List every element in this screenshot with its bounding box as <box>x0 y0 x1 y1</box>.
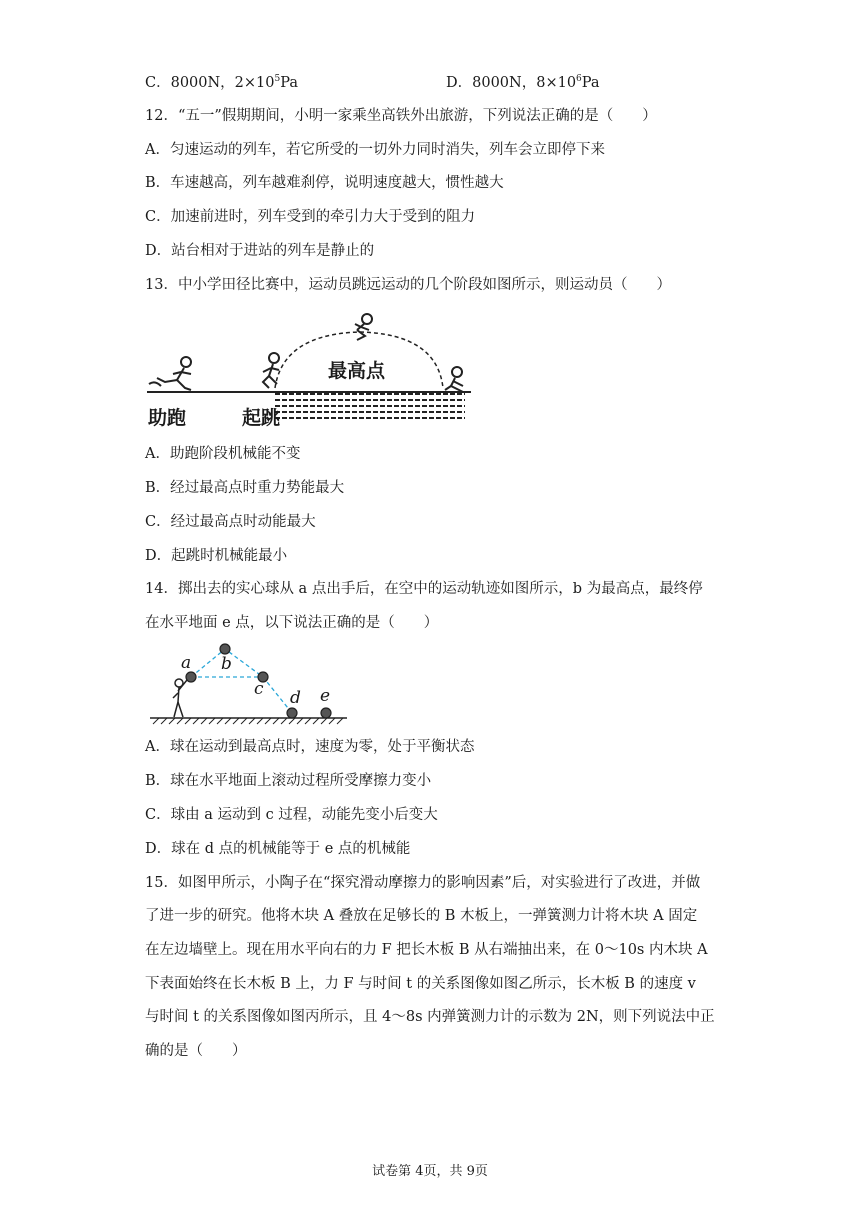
q12-option-d: D．站台相对于进站的列车是静止的 <box>145 243 375 259</box>
long-jump-figure <box>145 308 475 430</box>
point-label-e: e <box>320 686 331 706</box>
q11-option-c-text: C．8000N，2×10 <box>145 75 275 91</box>
q15-line3: 在左边墙壁上。现在用水平向右的力 F 把长木板 B 从右端抽出来，在 0～10s 内木块 A <box>145 942 708 958</box>
q12-option-b: B．车速越高，列车越难刹停，说明速度越大，惯性越大 <box>145 175 504 191</box>
q15-line2: 了进一步的研究。他将木块 A 叠放在足够长的 B 木板上，一弹簧测力计将木块 A 固定 <box>145 908 698 924</box>
q13-option-d: D．起跳时机械能最小 <box>145 548 288 564</box>
q15-line6: 确的是（ ） <box>145 1043 247 1059</box>
q11-option-d-text: D．8000N，8×10 <box>446 75 577 91</box>
q13-option-a: A．助跑阶段机械能不变 <box>145 446 301 462</box>
point-label-a: a <box>181 653 192 673</box>
q13-option-b: B．经过最高点时重力势能最大 <box>145 480 345 496</box>
q11-option-d-unit: Pa <box>581 75 600 91</box>
q14-option-c: C．球由 a 运动到 c 过程，动能先变小后变大 <box>145 807 438 823</box>
label-jump: 起跳 <box>242 407 281 429</box>
ball-trajectory-diagram <box>145 640 355 730</box>
landing-figure <box>445 367 463 392</box>
q14-stem-line1: 14．掷出去的实心球从 a 点出手后，在空中的运动轨迹如图所示，b 为最高点，最终停 <box>145 581 703 597</box>
q14-option-a: A．球在运动到最高点时，速度为零，处于平衡状态 <box>145 739 475 755</box>
q11-option-d <box>446 73 600 93</box>
q14-option-d: D．球在 d 点的机械能等于 e 点的机械能 <box>145 841 411 857</box>
peak-figure <box>355 314 372 340</box>
thrower-figure <box>173 679 187 717</box>
q14-stem-line2: 在水平地面 e 点，以下说法正确的是（ ） <box>145 615 439 631</box>
long-jump-diagram <box>145 308 475 430</box>
q11-option-d-exponent: 6 <box>576 74 582 84</box>
q15-line5: 与时间 t 的关系图像如图丙所示，且 4～8s 内弹簧测力计的示数为 2N，则下列说法中正 <box>145 1009 715 1025</box>
q13-option-c: C．经过最高点时动能最大 <box>145 514 316 530</box>
point-label-d: d <box>290 688 301 708</box>
q11-option-c-unit: Pa <box>280 75 298 91</box>
runner-figure <box>149 357 191 390</box>
page-footer: 试卷第 4页，共 9页 <box>372 1164 488 1179</box>
q11-option-c-exponent: 5 <box>274 74 281 84</box>
q11-option-c <box>145 73 298 93</box>
q13-stem: 13．中小学田径比赛中，运动员跳远运动的几个阶段如图所示，则运动员（ ） <box>145 277 671 293</box>
label-peak: 最高点 <box>328 360 386 382</box>
point-label-c: c <box>254 679 264 699</box>
label-run: 助跑 <box>148 407 187 429</box>
q14-option-b: B．球在水平地面上滚动过程所受摩擦力变小 <box>145 773 432 789</box>
q12-option-a: A．匀速运动的列车，若它所受的一切外力同时消失，列车会立即停下来 <box>145 142 605 158</box>
q12-stem: 12．“五一”假期期间，小明一家乘坐高铁外出旅游，下列说法正确的是（ ） <box>145 108 657 124</box>
ball-trajectory-figure <box>145 640 355 730</box>
q12-option-c: C．加速前进时，列车受到的牵引力大于受到的阻力 <box>145 209 476 225</box>
q15-line1: 15．如图甲所示，小陶子在“探究滑动摩擦力的影响因素”后，对实验进行了改进，并做 <box>145 875 701 891</box>
takeoff-figure <box>263 353 279 388</box>
q15-line4: 下表面始终在长木板 B 上，力 F 与时间 t 的关系图像如图乙所示，长木板 B 的速度 v <box>145 976 696 992</box>
point-label-b: b <box>221 654 232 674</box>
